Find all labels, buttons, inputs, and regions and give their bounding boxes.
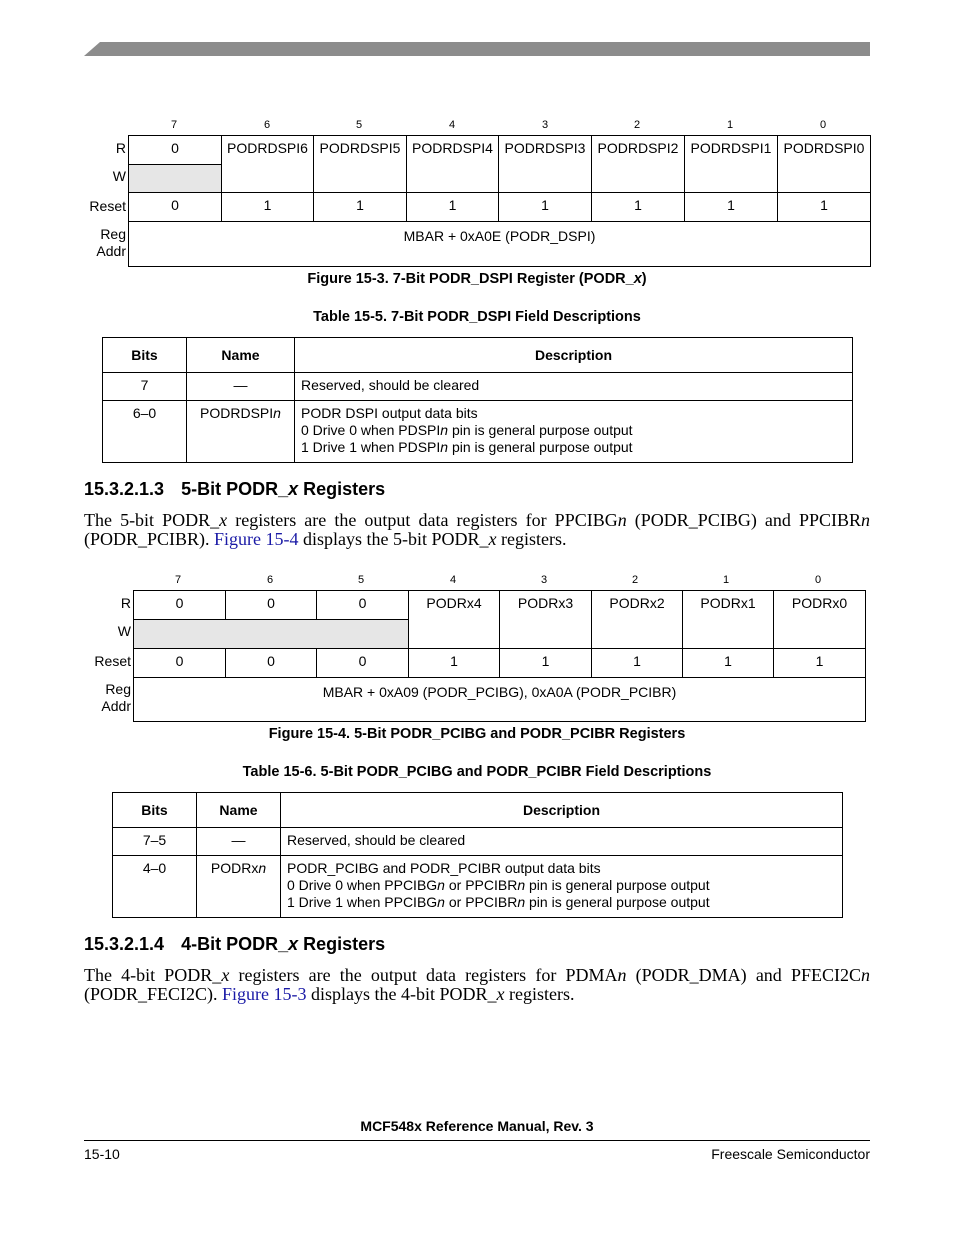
reset-cell: 1 [774,649,866,678]
body-paragraph: The 4-bit PODR_x registers are the output data registers for PDMAn (PODR_DMA) and PFECI2Cn (PODR_FECI2C). Figure 15-3 displays the 4-bit PODR_x registers. [84,965,870,1004]
table-row [103,401,853,463]
header-bits: Bits [103,338,187,373]
r-cell: 0 [134,591,226,620]
body-paragraph: The 5-bit PODR_x registers are the output data registers for PPCIBGn (PODR_PCIBG) and PPCIBRn (PODR_PCIBR). Figure 15-4 displays the 5-bit PODR_x registers. [84,510,870,549]
r-cell: PODRDSPI6 [222,136,314,193]
figure-caption: Figure 15-4. 5-Bit PODR_PCIBG and PODR_PCIBR Registers [268,726,686,742]
r-cell: PODRDSPI1 [685,136,778,193]
table-header-row [103,338,853,373]
header-name: Name [197,793,281,828]
r-cell: PODRDSPI5 [314,136,407,193]
header-description: Description [281,793,843,828]
cell-name: PODRDSPIn [187,401,295,463]
r-cell: PODRx3 [500,591,592,649]
table-row [113,828,843,856]
table-row [103,373,853,401]
row-label-r: R [120,595,131,611]
r-cell: PODRDSPI2 [592,136,685,193]
page-number: 15-10 [84,1146,120,1162]
table-title: Table 15-6. 5-Bit PODR_PCIBG and PODR_PCIBR Field Descriptions [242,764,712,780]
field-description-table [112,792,843,918]
bit-number: 5 [355,119,363,131]
row-label-w: W [117,623,131,639]
r-cell: 0 [317,591,409,620]
cell-name: — [197,828,281,856]
cell-bits: 7–5 [113,828,197,856]
register-diagram [133,590,866,722]
bit-number: 0 [819,119,827,131]
r-cell: PODRDSPI3 [499,136,592,193]
cell-description: PODR_PCIBG and PODR_PCIBR output data bits 0 Drive 0 when PPCIBGn or PPCIBRn pin is general purpose output 1 Drive 1 when PPCIBGn or PPCIBRn pin is general purpose output [281,856,843,918]
cell-bits: 4–0 [113,856,197,918]
table-header-row [113,793,843,828]
row-label-w: W [112,168,126,184]
r-cell: PODRDSPI0 [778,136,871,193]
cell-description: Reserved, should be cleared [295,373,853,401]
section-heading: 15.3.2.1.4 4-Bit PODR_x Registers [84,934,386,954]
header-band [84,42,870,56]
reset-cell: 0 [226,649,317,678]
reset-cell: 1 [314,193,407,222]
reset-cell: 1 [683,649,774,678]
bit-number: 3 [541,119,549,131]
bit-number: 1 [722,574,730,586]
row-label-reg: Reg [100,226,126,242]
w-cell-reserved [129,165,222,193]
bit-number: 2 [633,119,641,131]
w-cell-reserved [134,620,409,649]
bit-number: 7 [170,119,178,131]
reset-cell: 1 [499,193,592,222]
bit-number: 6 [263,119,271,131]
cell-bits: 7 [103,373,187,401]
bit-number: 6 [266,574,274,586]
row-label-addr: Addr [96,243,126,259]
reset-cell: 0 [129,193,222,222]
row-label-reset: Reset [89,198,126,214]
reset-cell: 1 [592,193,685,222]
reset-cell: 1 [409,649,500,678]
footer-divider [84,1140,870,1141]
table-title: Table 15-5. 7-Bit PODR_DSPI Field Descriptions [313,309,641,325]
row-label-reg: Reg [105,681,131,697]
header-description: Description [295,338,853,373]
bit-number: 1 [726,119,734,131]
bit-number: 7 [174,574,182,586]
reset-cell: 1 [685,193,778,222]
footer-company: Freescale Semiconductor [711,1146,870,1162]
reset-cell: 0 [317,649,409,678]
reset-cell: 1 [778,193,871,222]
row-label-r: R [115,140,126,156]
row-label-addr: Addr [101,698,131,714]
r-cell: PODRx4 [409,591,500,649]
r-cell: 0 [226,591,317,620]
reg-addr-cell: MBAR + 0xA0E (PODR_DSPI) [129,222,871,267]
cell-description: PODR DSPI output data bits 0 Drive 0 when PDSPIn pin is general purpose output 1 Drive 1 when PDSPIn pin is general purpose output [295,401,853,463]
r-cell: PODRx0 [774,591,866,649]
cell-description: Reserved, should be cleared [281,828,843,856]
reset-cell: 1 [222,193,314,222]
reset-cell: 1 [407,193,499,222]
reset-cell: 1 [592,649,683,678]
bit-number: 4 [448,119,456,131]
cell-name: — [187,373,295,401]
bit-number: 5 [357,574,365,586]
figure-link[interactable]: Figure 15-3 [222,984,307,1004]
r-cell: PODRx1 [683,591,774,649]
cell-name: PODRxn [197,856,281,918]
r-cell: PODRx2 [592,591,683,649]
row-label-reset: Reset [94,653,131,669]
r-cell: 0 [129,136,222,165]
figure-caption: Figure 15-3. 7-Bit PODR_DSPI Register (PODR_x) [307,271,647,287]
footer-title: MCF548x Reference Manual, Rev. 3 [360,1118,594,1134]
register-diagram [128,135,871,267]
table-row [113,856,843,918]
section-heading: 15.3.2.1.3 5-Bit PODR_x Registers [84,479,386,499]
bit-number: 0 [814,574,822,586]
bit-number: 3 [540,574,548,586]
header-bits: Bits [113,793,197,828]
r-cell: PODRDSPI4 [407,136,499,193]
bit-number: 4 [449,574,457,586]
header-name: Name [187,338,295,373]
reg-addr-cell: MBAR + 0xA09 (PODR_PCIBG), 0xA0A (PODR_PCIBR) [134,678,866,722]
field-description-table [102,337,853,463]
cell-bits: 6–0 [103,401,187,463]
figure-link[interactable]: Figure 15-4 [214,529,299,549]
reset-cell: 1 [500,649,592,678]
bit-number: 2 [631,574,639,586]
reset-cell: 0 [134,649,226,678]
